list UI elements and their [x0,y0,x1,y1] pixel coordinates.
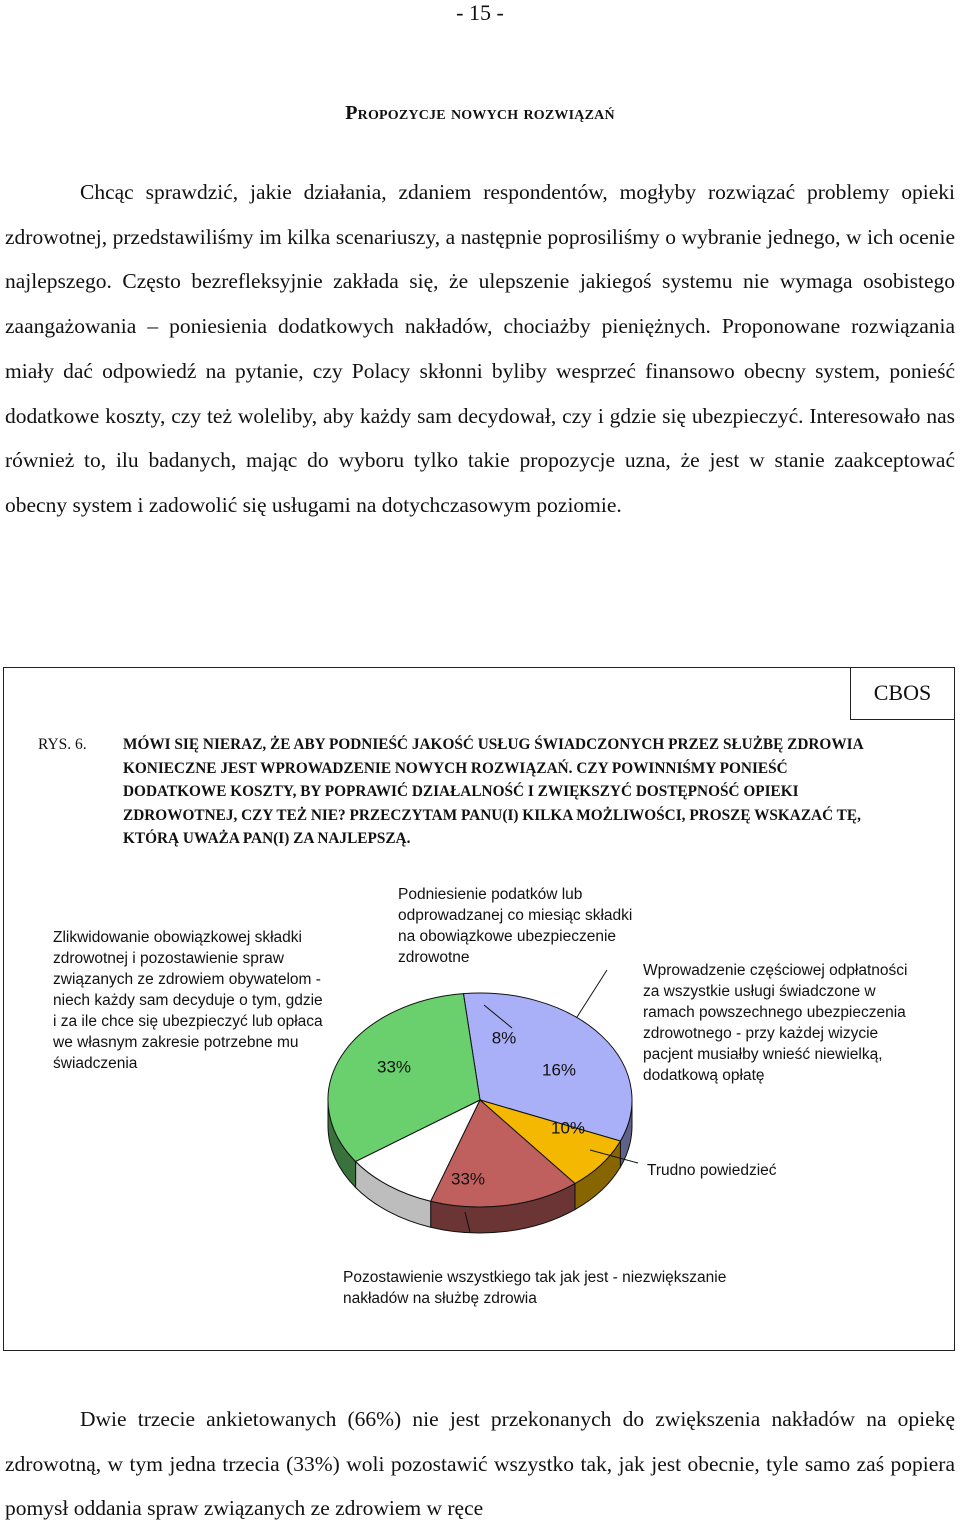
pie-value-label-0: 33% [376,1057,412,1077]
slice-annotation-keep-as-is: Pozostawienie wszystkiego tak jak jest - niezwiększanie nakładów na służbę zdrowia [343,1269,727,1307]
page-number: - 15 - [456,0,504,25]
figure-question: MÓWI SIĘ NIERAZ, ŻE ABY PODNIEŚĆ JAKOŚĆ USŁUG ŚWIADCZONYCH PRZEZ SŁUŻBĘ ZDROWIA KONIECZNE JEST WPROWADZENIE NOWYCH ROZWIĄZAŃ. CZY POWINNIŚMY PONIEŚĆ DODATKOWE KOSZTY, BY POPRAWIĆ DZIAŁALNOŚĆ I ZWIĘKSZYĆ DOSTĘPNOŚĆ OPIEKI ZDROWOTNEJ, CZY TEŻ NIE? PRZECZYTAM PANU(I) KILKA MOŻLIWOŚCI, PROSZĘ WSKAZAĆ TĘ, KTÓRĄ UWAŻA PAN(I) ZA NAJLEPSZĄ. [123,736,863,847]
slice-annotation-raise-taxes: Podniesienie podatków lub odprowadzanej co miesiąc składki na obowiązkowe ubezpieczenie zdrowotne [398,886,633,966]
pie-value-label-2: 16% [541,1060,577,1080]
pie-value-label-1: 8% [491,1028,517,1048]
conclusion-paragraph: Dwie trzecie ankietowanych (66%) nie jest przekonanych do zwiększenia nakładów na opiekę zdrowotną, w tym jedna trzecia (33%) woli pozostawić wszystko tak, jak jest obecnie, tyle samo zaś popiera pomysł oddania spraw związanych ze zdrowiem w ręce [5,1407,955,1521]
slice-annotation-abolish-contribution: Zlikwidowanie obowiązkowej składki zdrowotnej i pozostawienie spraw związanych ze zdrowiem obywatelom - niech każdy sam decyduje o tym, gdzie i za ile chce się ubezpieczyć lub opłaca we własnym zakresie potrzebne mu świadczenia [53,929,323,1072]
slice-annotation-partial-payment: Wprowadzenie częściowej odpłatności za wszystkie usługi świadczone w ramach powszechnego ubezpieczenia zdrowotnego - przy każdej wizycie pacjent musiałby wnieść niewielką, dodatkową opłatę [643,962,908,1084]
pie-value-label-4: 33% [450,1169,486,1189]
section-title: Propozycje nowych rozwiązań [345,102,615,124]
intro-paragraph: Chcąc sprawdzić, jakie działania, zdaniem respondentów, mogłyby rozwiązać problemy opieki zdrowotnej, przedstawiliśmy im kilka scenariuszy, a następnie poprosiliśmy o wybranie jednego, w ich ocenie najlepszego. Często bezrefleksyjnie zakłada się, że ulepszenie jakiegoś systemu nie wymaga osobistego zaangażowania – poniesienia dodatkowych nakładów, chociażby pieniężnych. Proponowane rozwiązania miały dać odpowiedź na pytanie, czy Polacy skłonni byliby wesprzeć finansowo obecny system, ponieść dodatkowe koszty, czy też woleliby, aby każdy sam decydował, czy i gdzie się ubezpieczyć. Interesowało nas również to, ilu badanych, mając do wyboru tylko takie propozycje uzna, że jest w stanie zaakceptować obecny system i zadowolić się usługami na dotychczasowym poziomie. [5,180,955,517]
source-badge: CBOS [850,668,954,720]
figure-label: RYS. 6. [38,736,87,753]
pie-leader-line-2 [577,970,607,1017]
slice-annotation-hard-to-say: Trudno powiedzieć [647,1162,777,1179]
pie-value-label-3: 10% [550,1118,586,1138]
